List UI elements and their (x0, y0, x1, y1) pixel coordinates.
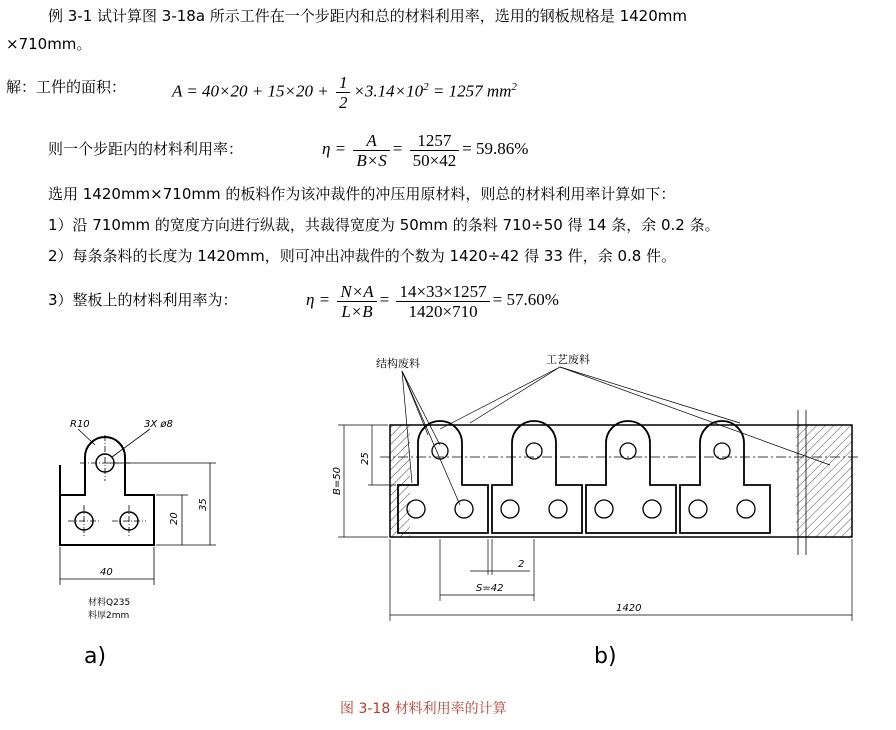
figure-b-drawing (320, 345, 880, 625)
dim-2: 2 (518, 559, 525, 570)
total-efficiency-formula: η = $\frac{N\times A}{L\times B}$ = $\frac{14\times 33\times 1257}{1420\times 710}$ = 57.60% (306, 281, 559, 321)
problem-line-1: 例 3-1 试计算图 3-18a 所示工件在一个步距内和总的材料利用率，选用的钢板规格是 1420mm (48, 7, 687, 25)
item-2: 2）每条条料的长度为 1420mm，则可冲出冲裁件的个数为 1420÷42 得 33 件，余 0.8 件。 (48, 247, 677, 265)
figure-a-drawing (40, 405, 240, 630)
dim-25: 25 (360, 452, 371, 465)
dim-b: B=50 (332, 467, 343, 495)
figure-b-label: b) (594, 644, 617, 669)
process-waste-label: 工艺废料 (546, 353, 590, 366)
part-outline (60, 437, 154, 545)
item-3-label: 3）整板上的材料利用率为： (48, 291, 238, 309)
strip-outline (390, 425, 852, 537)
area-formula: A = 40×20 + 15×20 + $\frac{1}{2}$ $\times 3.14\times 10^2 = 1257$ $mm^2$ (172, 73, 517, 113)
step-efficiency-formula: η = $\frac{A}{B\times S}$ = $\frac{1257}{50\times 42}$ = 59.86% (322, 130, 529, 170)
figure-a-label: a) (84, 644, 107, 669)
solution-label: 解：工件的面积： (6, 78, 127, 96)
r-label: R10 (70, 419, 90, 430)
struct-waste-label: 结构废料 (376, 357, 420, 370)
dim-s: S=42 (476, 583, 504, 594)
dim-20: 20 (169, 512, 180, 525)
material-label: 材料Q235 (88, 598, 131, 608)
thickness-label: 料厚2mm (88, 611, 130, 621)
figure-caption: 图 3-18 材料利用率的计算 (340, 701, 507, 717)
step-label: 则一个步距内的材料利用率： (48, 140, 244, 158)
item-1: 1）沿 710mm 的宽度方向进行纵裁，共裁得宽度为 50mm 的条料 710÷50 得 14 条，余 0.2 条。 (48, 216, 720, 234)
problem-line-2: ×710mm。 (6, 35, 92, 53)
dim-1420: 1420 (616, 603, 642, 614)
hole-label: 3X ø8 (144, 419, 173, 430)
dim-40: 40 (100, 567, 113, 578)
dim-35: 35 (198, 498, 209, 511)
select-line: 选用 1420mm×710mm 的板料作为该冲裁件的冲压用原材料，则总的材料利用率计算如下： (48, 185, 676, 203)
